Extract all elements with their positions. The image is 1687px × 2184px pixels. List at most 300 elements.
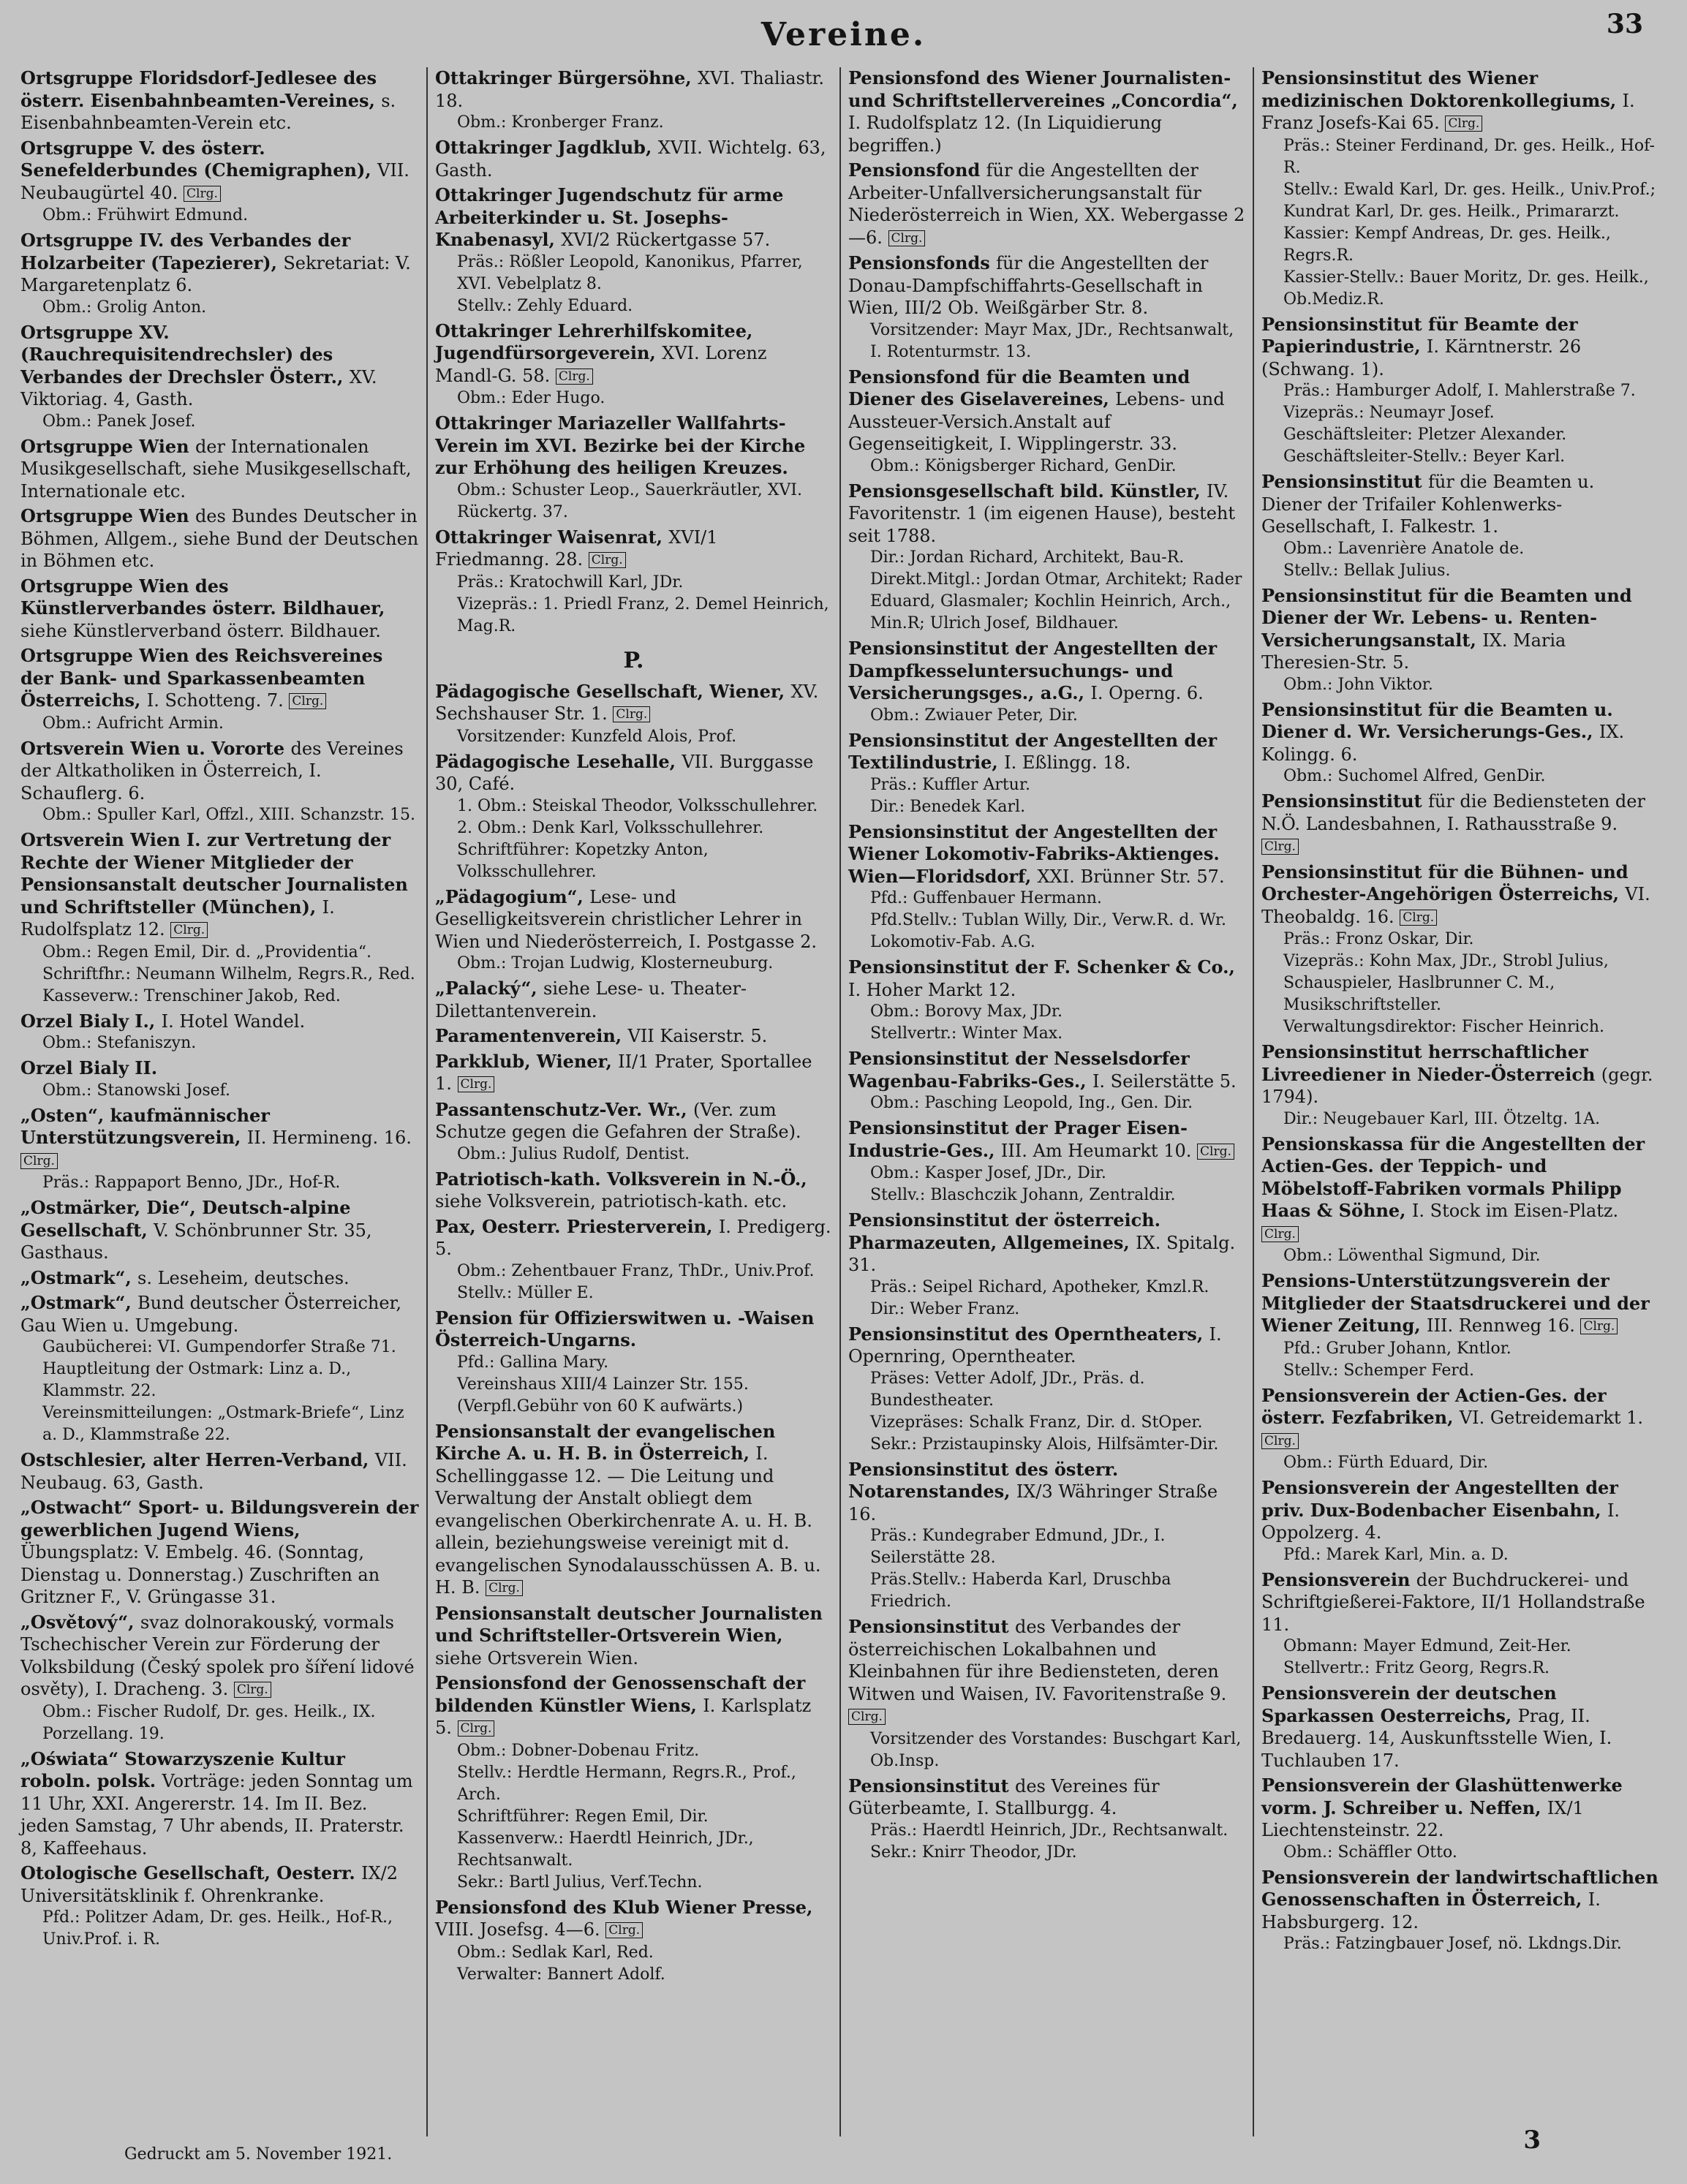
directory-entry <box>20 1292 419 1446</box>
entry-address: IX/1 Liechtensteinstr. 22. <box>1261 1797 1584 1840</box>
entry-officer-line: Pfd.: Marek Karl, Min. a. D. <box>1283 1545 1509 1564</box>
directory-entry <box>1261 585 1658 696</box>
entry-title: Pensionsinstitut der Nesselsdorfer Wagenbau-Fabriks-Ges., <box>848 1048 1190 1092</box>
entry-officer-line: Präs.: Rappaport Benno, JDr., Hof-R. <box>42 1174 341 1192</box>
entry-officer-line: Vizepräs.: Kohn Max, JDr., Strobl Julius, Schauspieler, Haslbrunner C. M., Musikschriftsteller. <box>1283 952 1609 1014</box>
entry-title: Pensionsinstitut <box>848 1775 1009 1796</box>
entry-address: IX/2 Universitätsklinik f. Ohrenkranke. <box>20 1863 399 1906</box>
entry-title: Pensionsgesellschaft bild. Künstler, <box>848 480 1201 502</box>
entry-address: I. Kärntnerstr. 26 (Schwang. 1). <box>1261 336 1582 379</box>
entry-title: Pensionsinstitut herrschaftlicher Livreediener in Nieder-Österreich <box>1261 1041 1596 1085</box>
entry-address: VII Kaiserstr. 5. <box>627 1026 768 1046</box>
entry-title: Ortsgruppe Wien des Künstlerverbandes österr. Bildhauer, <box>20 575 385 619</box>
entry-address: I. Franz Josefs-Kai 65. <box>1261 90 1635 133</box>
entry-title: Ottakringer Waisenrat, <box>435 526 663 548</box>
entry-officer-line: 2. Obm.: Denk Karl, Volksschullehrer. <box>457 818 764 837</box>
entry-title: Ottakringer Jugendschutz für arme Arbeiterkinder u. St. Josephs-Knabenasyl, <box>435 184 784 250</box>
entry-officer-line: Kassenverw.: Haerdtl Heinrich, JDr., Rechtsanwalt. <box>457 1829 754 1870</box>
entry-title: Pensionsinstitut der F. Schenker & Co., <box>848 956 1235 978</box>
entry-officer-line: Präs.: Haerdtl Heinrich, JDr., Rechtsanwalt. <box>870 1821 1229 1840</box>
directory-entry <box>435 412 832 524</box>
entry-officer-line: Obm.: Stanowski Josef. <box>42 1081 231 1100</box>
clearing-badge: Clrg. <box>486 1580 523 1596</box>
entry-title: „Osten“, kaufmännischer Unterstützungsverein, <box>20 1104 270 1148</box>
entry-title: Paramentenverein, <box>435 1025 622 1046</box>
directory-entry <box>435 1897 832 1986</box>
entry-officer-line: Stellv.: Ewald Karl, Dr. ges. Heilk., Univ.Prof.; Kundrat Karl, Dr. ges. Heilk., Primararzt. <box>1283 180 1656 221</box>
entry-officer-line: Dir.: Weber Franz. <box>870 1299 1020 1318</box>
column-4 <box>1253 67 1666 2136</box>
entry-address: Lese- und Geselligkeitsverein christlicher Lehrer in Wien und Niederösterreich, I. Postgasse 2. <box>435 886 817 952</box>
entry-address: I. Hoher Markt 12. <box>848 979 1016 1000</box>
directory-entry <box>848 956 1245 1045</box>
columns-container <box>13 67 1666 2136</box>
entry-address: s. Eisenbahnbeamten-Verein etc. <box>20 90 396 133</box>
directory-entry <box>20 67 419 135</box>
directory-entry <box>1261 67 1658 311</box>
entry-title: Pensionsfond für die Beamten und Diener des Giselavereines, <box>848 366 1190 409</box>
entry-address: IX. Maria Theresien-Str. 5. <box>1261 630 1566 673</box>
entry-address: der Buchdruckerei- und Schriftgießerei-Faktore, II/1 Hollandstraße 11. <box>1261 1569 1645 1635</box>
entry-address: I. Opernring, Operntheater. <box>848 1323 1222 1367</box>
entry-officer-line: Stellv.: Herdtle Hermann, Regrs.R., Prof., Arch. <box>457 1763 796 1804</box>
entry-title: Pensionsfond der Genossenschaft der bildenden Künstler Wiens, <box>435 1672 806 1716</box>
entry-officer-line: Kasseverw.: Trenschiner Jakob, Red. <box>42 986 341 1005</box>
entry-address: II/1 Prater, Sportallee 1. <box>435 1051 812 1094</box>
directory-entry <box>1261 1569 1658 1680</box>
clearing-badge: Clrg. <box>589 552 626 568</box>
directory-entry <box>435 137 832 181</box>
directory-entry <box>20 436 419 503</box>
entry-officer-line: Obm.: Kronberger Franz. <box>457 113 664 132</box>
entry-address: I. Operng. 6. <box>1090 683 1204 703</box>
directory-entry <box>20 230 419 319</box>
directory-entry <box>20 1449 419 1494</box>
clearing-badge: Clrg. <box>289 693 326 709</box>
entry-officer-line: Obm.: Zehentbauer Franz, ThDr., Univ.Prof. <box>457 1261 815 1280</box>
directory-entry <box>20 1862 419 1951</box>
entry-officer-line: Präs.: Fronz Oskar, Dir. <box>1283 930 1474 948</box>
entry-title: „Osvětový“, <box>20 1611 135 1633</box>
entry-address: des Bundes Deutscher in Böhmen, Allgem., siehe Bund der Deutschen in Böhmen etc. <box>20 506 419 571</box>
entry-officer-line: Präs.: Steiner Ferdinand, Dr. ges. Heilk., Hof-R. <box>1283 136 1655 177</box>
directory-entry <box>848 1209 1245 1320</box>
entry-address: Prag, II. Bredauerg. 14, Auskunftsstelle Wien, I. Tuchlauben 17. <box>1261 1705 1612 1771</box>
directory-entry <box>435 1307 832 1418</box>
entry-address: VI. Getreidemarkt 1. <box>1459 1407 1644 1428</box>
entry-address: siehe Volksverein, patriotisch-kath. etc. <box>435 1191 788 1212</box>
directory-entry <box>435 1099 832 1165</box>
directory-entry <box>848 1048 1245 1114</box>
entry-title: Pensionsinstitut <box>848 1616 1009 1637</box>
entry-address: I. Eßlingg. 18. <box>1004 752 1131 773</box>
print-date: Gedruckt am 5. November 1921. <box>124 2145 393 2164</box>
entry-address: I. Schotteng. 7. <box>146 690 284 711</box>
entry-title: Pensionsverein der Angestellten der priv. Dux-Bodenbacher Eisenbahn, <box>1261 1477 1618 1521</box>
entry-officer-line: Präs.: Kundegraber Edmund, JDr., I. Seilerstätte 28. <box>870 1527 1166 1567</box>
entry-officer-line: Sekr.: Przistaupinsky Alois, Hilfsämter-Dir. <box>870 1435 1219 1454</box>
entry-officer-line: Stellv.: Zehly Eduard. <box>457 296 633 315</box>
entry-officer-line: Sekr.: Bartl Julius, Verf.Techn. <box>457 1873 703 1892</box>
directory-entry <box>848 252 1245 363</box>
directory-entry <box>848 730 1245 818</box>
entry-title: Pension für Offizierswitwen u. -Waisen Österreich-Ungarns. <box>435 1307 815 1350</box>
entry-title: Ortsverein Wien I. zur Vertretung der Rechte der Wiener Mitglieder der Pensionsanstalt deutscher Journalisten und Schriftsteller (München), <box>20 829 408 918</box>
entry-title: „Ostmark“, <box>20 1266 132 1288</box>
entry-officer-line: Gaubücherei: VI. Gumpendorfer Straße 71. <box>42 1338 396 1356</box>
entry-title: Ortsgruppe V. des österr. Senefelderbundes (Chemigraphen), <box>20 137 371 181</box>
entry-title: Orzel Bialy II. <box>20 1057 158 1078</box>
entry-address: (gegr. 1794). <box>1261 1064 1653 1107</box>
directory-entry <box>435 1025 832 1048</box>
entry-officer-line: Pfd.: Guffenbauer Hermann. <box>870 889 1102 907</box>
entry-officer-line: Vizepräs.: Neumayr Josef. <box>1283 404 1495 422</box>
entry-title: Pensionsinstitut der Prager Eisen-Industrie-Ges., <box>848 1117 1188 1161</box>
entry-title: Pensionsinstitut des Operntheaters, <box>848 1323 1204 1345</box>
directory-entry <box>20 1748 419 1860</box>
clearing-badge: Clrg. <box>1261 1433 1299 1449</box>
entry-officer-line: Obm.: Julius Rudolf, Dentist. <box>457 1144 690 1163</box>
directory-entry <box>20 829 419 1008</box>
column-2 <box>426 67 839 2136</box>
entry-officer-line: Vereinsmitteilungen: „Ostmark-Briefe“, Linz a. D., Klammstraße 22. <box>42 1404 404 1444</box>
entry-officer-line: Obm.: Lavenrière Anatole de. <box>1283 539 1525 558</box>
entry-officer-line: Obm.: Borovy Max, JDr. <box>870 1002 1063 1021</box>
entry-address: VII. Burggasse 30, Café. <box>435 751 814 794</box>
entry-officer-line: Präs.: Hamburger Adolf, I. Mahlerstraße 7. <box>1283 382 1636 400</box>
entry-title: Ortsgruppe Wien <box>20 505 189 526</box>
entry-address: III. Rennweg 16. <box>1427 1315 1575 1336</box>
clearing-badge: Clrg. <box>184 186 221 202</box>
entry-title: Ortsverein Wien u. Vororte <box>20 737 285 759</box>
entry-title: Orzel Bialy I., <box>20 1010 156 1032</box>
directory-entry <box>20 1197 419 1264</box>
directory-entry <box>20 1105 419 1195</box>
entry-title: Pensionsanstalt der evangelischen Kirche A. u. H. B. in Österreich, <box>435 1420 776 1464</box>
entry-title: Pensionsverein <box>1261 1568 1411 1590</box>
directory-entry <box>20 1010 419 1055</box>
entry-officer-line: Vorsitzender des Vorstandes: Buschgart Karl, Ob.Insp. <box>870 1729 1242 1770</box>
clearing-badge: Clrg. <box>1445 116 1482 132</box>
entry-officer-line: Obm.: Grolig Anton. <box>42 298 207 317</box>
clearing-badge: Clrg. <box>1580 1318 1618 1334</box>
entry-officer-line: Obm.: Schuster Leop., Sauerkräutler, XVI. Rückertg. 37. <box>457 480 802 521</box>
entry-officer-line: Vizepräses: Schalk Franz, Dir. d. StOper. <box>870 1413 1203 1432</box>
entry-officer-line: Geschäftsleiter-Stellv.: Beyer Karl. <box>1283 447 1566 466</box>
entry-address: VI. Theobaldg. 16. <box>1261 884 1650 927</box>
entry-officer-line: Hauptleitung der Ostmark: Linz a. D., Klammstr. 22. <box>42 1360 352 1400</box>
entry-title: Pensionsfond <box>848 159 981 181</box>
directory-entry <box>20 738 419 827</box>
entry-address: XVII. Wichtelg. 63, Gasth. <box>435 137 826 181</box>
entry-address: Lebens- und Aussteuer-Versich.Anstalt auf Gegenseitigkeit, I. Wipplingerstr. 33. <box>848 389 1225 454</box>
signature-mark: 3 <box>1523 2126 1541 2155</box>
entry-officer-line: Obm.: Sedlak Karl, Red. <box>457 1943 654 1962</box>
directory-entry <box>20 322 419 433</box>
entry-officer-line: Stellvertr.: Winter Max. <box>870 1024 1063 1043</box>
entry-address: I. Schellinggasse 12. — Die Leitung und Verwaltung der Anstalt obliegt dem evangelischen Oberkirchenrate A. u. H. B. allein, beziehungsweise vereinigt mit d. evangelischen Synodalausschüssen A. B. u. H. B. <box>435 1443 821 1598</box>
entry-officer-line: Pfd.: Gallina Mary. <box>457 1353 609 1372</box>
directory-entry <box>1261 1867 1658 1956</box>
entry-officer-line: Vorsitzender: Kunzfeld Alois, Prof. <box>457 727 737 746</box>
entry-address: XV. Sechshauser Str. 1. <box>435 681 819 724</box>
entry-officer-line: Stellv.: Bellak Julius. <box>1283 561 1451 580</box>
entry-officer-line: Sekr.: Knirr Theodor, JDr. <box>870 1843 1077 1862</box>
entry-title: Pensionsfond des Wiener Journalisten- und Schriftstellervereines „Concordia“, <box>848 67 1238 111</box>
entry-address: IX/3 Währinger Straße 16. <box>848 1481 1218 1524</box>
entry-address: des Vereines der Altkatholiken in Österreich, I. Schauflerg. 6. <box>20 738 404 804</box>
entry-title: Pensionsinstitut der Angestellten der Textilindustrie, <box>848 729 1218 773</box>
directory-entry <box>848 821 1245 954</box>
page-title: Vereine. <box>761 16 926 53</box>
entry-officer-line: Dir.: Neugebauer Karl, III. Ötzeltg. 1A. <box>1283 1109 1601 1128</box>
directory-entry <box>435 320 832 410</box>
entry-officer-line: Direkt.Mitgl.: Jordan Otmar, Architekt; Rader Eduard, Glasmaler; Kochlin Heinrich, Arch., Min.R; Ulrich Josef, Bildhauer. <box>870 570 1242 632</box>
entry-title: Passantenschutz-Ver. Wr., <box>435 1098 687 1120</box>
entry-officer-line: Obm.: Schäffler Otto. <box>1283 1843 1457 1862</box>
entry-officer-line: Stellv.: Blaschczik Johann, Zentraldir. <box>870 1186 1176 1204</box>
entry-title: Pädagogische Lesehalle, <box>435 750 676 772</box>
entry-officer-line: Obm.: Stefaniszyn. <box>42 1034 197 1052</box>
entry-address: I. Seilerstätte 5. <box>1092 1070 1237 1092</box>
entry-address: IX. Kolingg. 6. <box>1261 722 1625 765</box>
entry-officer-line: Obm.: Dobner-Dobenau Fritz. <box>457 1741 700 1760</box>
entry-officer-line: Obm.: Fürth Eduard, Dir. <box>1283 1454 1489 1472</box>
directory-entry <box>20 1057 419 1102</box>
entry-title: Ottakringer Bürgersöhne, <box>435 67 692 88</box>
entry-title: Pensions-Unterstützungsverein der Mitglieder der Staatsdruckerei und der Wiener Zeitung, <box>1261 1270 1650 1336</box>
directory-entry <box>848 366 1245 477</box>
entry-address: IX. Spitalg. 31. <box>848 1232 1236 1275</box>
clearing-badge: Clrg. <box>170 922 208 938</box>
entry-officer-line: Obm.: John Viktor. <box>1283 675 1433 694</box>
entry-title: Pensionsinstitut des Wiener medizinischen Doktorenkollegiums, <box>1261 67 1617 111</box>
entry-address: I. Habsburgerg. 12. <box>1261 1889 1601 1932</box>
entry-title: „Pädagogium“, <box>435 885 584 907</box>
entry-title: Ostschlesier, alter Herren-Verband, <box>20 1449 369 1470</box>
entry-title: Pax, Oesterr. Priesterverein, <box>435 1215 713 1237</box>
entry-officer-line: Obm.: Regen Emil, Dir. d. „Providentia“. <box>42 942 371 961</box>
directory-entry <box>1261 314 1658 469</box>
entry-officer-line: Schriftfhr.: Neumann Wilhelm, Regrs.R., Red. <box>42 964 415 983</box>
entry-address: Sekretariat: V. Margaretenplatz 6. <box>20 252 411 295</box>
entry-officer-line: Obm.: Panek Josef. <box>42 412 196 431</box>
entry-title: Pensionsverein der deutschen Sparkassen Oesterreichs, <box>1261 1682 1557 1726</box>
entry-address: XV. Viktoriag. 4, Gasth. <box>20 366 377 409</box>
entry-officer-line: Präs.Stellv.: Haberda Karl, Druschba Friedrich. <box>870 1571 1171 1611</box>
entry-title: „Ostmark“, <box>20 1292 132 1313</box>
directory-entry <box>1261 1682 1658 1772</box>
directory-entry <box>20 575 419 643</box>
clearing-badge: Clrg. <box>556 369 593 385</box>
entry-title: Pensionsinstitut der Angestellten der Wiener Lokomotiv-Fabriks-Aktienges. Wien—Floridsdorf, <box>848 820 1220 887</box>
entry-officer-line: Dir.: Benedek Karl. <box>870 797 1026 816</box>
entry-address: XVI. Thaliastr. 18. <box>435 68 825 111</box>
clearing-badge: Clrg. <box>234 1682 271 1698</box>
entry-address: Übungsplatz: V. Embelg. 46. (Sonntag, Dienstag u. Donnerstag.) Zuschriften an Gritzner F., V. Grüngasse 31. <box>20 1542 380 1607</box>
entry-officer-line: Dir.: Jordan Richard, Architekt, Bau-R. <box>870 548 1185 567</box>
entry-address: XVI/2 Rückertgasse 57. <box>561 230 771 250</box>
directory-entry <box>435 886 832 975</box>
directory-entry <box>1261 1041 1658 1130</box>
entry-officer-line: Verwalter: Bannert Adolf. <box>457 1965 665 1984</box>
entry-officer-line: Obm.: Trojan Ludwig, Klosterneuburg. <box>457 954 774 972</box>
entry-officer-line: Stellv.: Schemper Ferd. <box>1283 1361 1474 1380</box>
directory-entry <box>435 751 832 883</box>
entry-officer-line: Schriftführer: Regen Emil, Dir. <box>457 1807 709 1826</box>
entry-title: Pensionskassa für die Angestellten der Actien-Ges. der Teppich- und Möbelstoff-Fabriken vormals Philipp Haas & Söhne, <box>1261 1133 1645 1221</box>
entry-address: s. Leseheim, deutsches. <box>137 1267 350 1288</box>
entry-address: für die Angestellten der Donau-Dampfschiffahrts-Gesellschaft in Wien, III/2 Ob. Weißgärber Str. 8. <box>848 253 1209 318</box>
entry-address: Bund deutscher Österreicher, Gau Wien u. Umgebung. <box>20 1293 402 1336</box>
entry-address: für die Bediensteten der N.Ö. Landesbahnen, I. Rathausstraße 9. <box>1261 791 1645 834</box>
entry-officer-line: Präs.: Kratochwill Karl, JDr. <box>457 573 684 592</box>
entry-title: Pensionsinstitut <box>1261 471 1422 492</box>
entry-title: Pensionsinstitut für die Bühnen- und Orchester-Angehörigen Österreichs, <box>1261 861 1628 904</box>
entry-address: siehe Ortsverein Wien. <box>435 1647 639 1669</box>
directory-entry <box>848 1775 1245 1864</box>
entry-address: I. Hotel Wandel. <box>161 1010 306 1032</box>
entry-address: für die Angestellten der Arbeiter-Unfallversicherungsanstalt für Niederösterreich in Wien, XX. Webergasse 2—6. <box>848 160 1245 248</box>
entry-address: (Ver. zum Schutze gegen die Gefahren der Straße). <box>435 1099 801 1142</box>
entry-title: Ortsgruppe IV. des Verbandes der Holzarbeiter (Tapezierer), <box>20 230 351 273</box>
entry-title: Pensionsinstitut <box>1261 790 1422 812</box>
directory-entry <box>20 1497 419 1609</box>
entry-title: Ottakringer Mariazeller Wallfahrts-Verein im XVI. Bezirke bei der Kirche zur Erhöhung des heiligen Kreuzes. <box>435 412 806 478</box>
directory-entry <box>848 159 1245 249</box>
entry-officer-line: Obm.: Frühwirt Edmund. <box>42 206 249 224</box>
entry-officer-line: Stellvertr.: Fritz Georg, Regrs.R. <box>1283 1659 1550 1677</box>
entry-title: Pensionsfond des Klub Wiener Presse, <box>435 1896 813 1918</box>
entry-officer-line: Präses: Vetter Adolf, JDr., Präs. d. Bundestheater. <box>870 1369 1145 1410</box>
directory-entry <box>848 1323 1245 1456</box>
entry-address: VII. Neubaug. 63, Gasth. <box>20 1450 407 1493</box>
entry-title: Pensionsinstitut für Beamte der Papierindustrie, <box>1261 313 1578 357</box>
entry-title: Patriotisch-kath. Volksverein in N.-Ö., <box>435 1168 807 1190</box>
entry-officer-line: Vorsitzender: Mayr Max, JDr., Rechtsanwalt, I. Rotenturmstr. 13. <box>870 320 1234 361</box>
entry-address: VIII. Josefsg. 4—6. <box>435 1919 600 1940</box>
entry-title: Ortsgruppe Floridsdorf-Jedlesee des österr. Eisenbahnbeamten-Vereines, <box>20 67 377 111</box>
directory-entry <box>435 1168 832 1213</box>
directory-entry <box>435 1216 832 1304</box>
entry-title: „Ostmärker, Die“, Deutsch-alpine Gesellschaft, <box>20 1197 351 1241</box>
directory-entry <box>435 681 832 748</box>
column-1 <box>13 67 426 2136</box>
entry-title: Ortsgruppe Wien des Reichsvereines der Bank- und Sparkassenbeamten Österreichs, <box>20 645 383 711</box>
entry-officer-line: Obmann: Mayer Edmund, Zeit-Her. <box>1283 1637 1571 1655</box>
entry-officer-line: Obm.: Suchomel Alfred, GenDir. <box>1283 767 1546 785</box>
directory-entry <box>848 1117 1245 1206</box>
clearing-badge: Clrg. <box>605 1922 643 1938</box>
entry-address: I. Stock im Eisen-Platz. <box>1411 1201 1619 1221</box>
entry-title: Ortsgruppe XV. (Rauchrequisitendrechsler) des Verbandes der Drechsler Österr., <box>20 321 344 388</box>
entry-officer-line: Kassier: Kempf Andreas, Dr. ges. Heilk., Regrs.R. <box>1283 224 1611 265</box>
directory-entry <box>1261 1133 1658 1268</box>
directory-entry <box>435 1421 832 1600</box>
entry-address: XVI/1 Friedmanng. 28. <box>435 526 718 570</box>
entry-officer-line: Verwaltungsdirektor: Fischer Heinrich. <box>1283 1018 1604 1036</box>
entry-officer-line: Obm.: Pasching Leopold, Ing., Gen. Dir. <box>870 1094 1193 1112</box>
entry-address: Vorträge: jeden Sonntag um 11 Uhr, XXI. Angererstr. 14. Im II. Bez. jeden Samstag, 7 Uhr abends, II. Praterstr. 8, Kaffeehaus. <box>20 1771 413 1859</box>
entry-address: des Vereines für Güterbeamte, I. Stallburgg. 4. <box>848 1775 1160 1818</box>
entry-title: Pensionsinstitut der Angestellten der Dampfkesseluntersuchungs- und Versicherungsges., a.G., <box>848 638 1218 703</box>
directory-entry <box>20 1611 419 1745</box>
directory-entry <box>1261 471 1658 582</box>
directory-entry <box>848 1459 1245 1614</box>
entry-title: Pensionsfonds <box>848 252 990 273</box>
entry-officer-line: Präs.: Fatzingbauer Josef, nö. Lkdngs.Dir. <box>1283 1935 1622 1953</box>
entry-title: Pensionsverein der landwirtschaftlichen Genossenschaften in Österreich, <box>1261 1866 1658 1910</box>
clearing-badge: Clrg. <box>458 1076 495 1092</box>
directory-entry <box>1261 790 1658 858</box>
entry-title: Parkklub, Wiener, <box>435 1050 612 1072</box>
entry-officer-line: Präs.: Rößler Leopold, Kanonikus, Pfarrer, XVI. Vebelplatz 8. <box>457 252 803 293</box>
entry-title: Pädagogische Gesellschaft, Wiener, <box>435 680 785 702</box>
clearing-badge: Clrg. <box>1261 839 1299 855</box>
directory-entry <box>848 480 1245 635</box>
entry-officer-line: Obm.: Spuller Karl, Offzl., XIII. Schanzstr. 15. <box>42 806 416 824</box>
entry-address: I. Rudolfsplatz 12. <box>20 896 335 940</box>
entry-address: III. Am Heumarkt 10. <box>1000 1140 1192 1161</box>
entry-address: I. Karlsplatz 5. <box>435 1695 812 1738</box>
entry-officer-line: Präs.: Seipel Richard, Apotheker, Kmzl.R. <box>870 1277 1209 1296</box>
entry-address: XXI. Brünner Str. 57. <box>1037 866 1225 887</box>
clearing-badge: Clrg. <box>888 230 926 246</box>
entry-officer-line: Schriftführer: Kopetzky Anton, Volksschullehrer. <box>457 840 709 881</box>
directory-entry <box>435 67 832 134</box>
clearing-badge: Clrg. <box>1261 1226 1299 1242</box>
directory-entry <box>20 645 419 735</box>
directory-entry <box>435 184 832 317</box>
directory-entry <box>848 638 1245 727</box>
entry-title: Pensionsverein der Glashüttenwerke vorm. J. Schreiber u. Neffen, <box>1261 1775 1623 1818</box>
directory-entry <box>848 1616 1245 1772</box>
clearing-badge: Clrg. <box>1197 1144 1234 1160</box>
entry-officer-line: Präs.: Kuffler Artur. <box>870 775 1030 794</box>
directory-entry <box>1261 1775 1658 1864</box>
entry-address: svaz dolnorakouský, vormals Tschechischer Verein zur Förderung der Volksbildung (Český spolek pro šíření lidové osvěty), I. Dracheng. 3. <box>20 1611 415 1699</box>
directory-entry <box>1261 1270 1658 1382</box>
entry-address: I. Oppolzerg. 4. <box>1261 1500 1620 1543</box>
directory-entry <box>1261 861 1658 1039</box>
entry-address: I. Rudolfsplatz 12. (In Liquidierung begriffen.) <box>848 113 1163 156</box>
entry-officer-line: Obm.: Eder Hugo. <box>457 389 605 407</box>
entry-title: Otologische Gesellschaft, Oesterr. <box>20 1862 355 1883</box>
entry-officer-line: Obm.: Königsberger Richard, GenDir. <box>870 456 1177 475</box>
entry-officer-line: Obm.: Löwenthal Sigmund, Dir. <box>1283 1247 1541 1265</box>
section-letter: P. <box>623 647 644 673</box>
entry-address: V. Schönbrunner Str. 35, Gasthaus. <box>20 1220 372 1263</box>
clearing-badge: Clrg. <box>20 1153 58 1169</box>
entry-officer-line: Kassier-Stellv.: Bauer Moritz, Dr. ges. Heilk., Ob.Mediz.R. <box>1283 268 1649 309</box>
entry-title: „Oświata“ Stowarzyszenie Kultur roboln. polsk. <box>20 1747 345 1791</box>
entry-officer-line: Obm.: Zwiauer Peter, Dir. <box>870 706 1078 725</box>
directory-entry <box>435 1672 832 1894</box>
directory-entry <box>1261 1385 1658 1475</box>
directory-entry <box>20 137 419 227</box>
entry-officer-line: Pfd.: Politzer Adam, Dr. ges. Heilk., Hof-R., Univ.Prof. i. R. <box>42 1908 393 1949</box>
entry-officer-line: Pfd.Stellv.: Tublan Willy, Dir., Verw.R. d. Wr. Lokomotiv-Fab. A.G. <box>870 911 1227 951</box>
entry-title: Ottakringer Jagdklub, <box>435 137 652 158</box>
entry-title: Pensionsanstalt deutscher Journalisten und Schriftsteller-Ortsverein Wien, <box>435 1602 823 1646</box>
directory-entry <box>20 1267 419 1290</box>
clearing-badge: Clrg. <box>458 1720 495 1737</box>
entry-title: „Palacký“, <box>435 978 537 999</box>
directory-entry <box>1261 699 1658 788</box>
entry-title: Pensionsverein der Actien-Ges. der österr. Fezfabriken, <box>1261 1384 1607 1428</box>
entry-title: „Ostwacht“ Sport- u. Bildungsverein der gewerblichen Jugend Wiens, <box>20 1497 419 1541</box>
entry-officer-line: Obm.: Fischer Rudolf, Dr. ges. Heilk., IX. Porzellang. 19. <box>42 1702 376 1743</box>
